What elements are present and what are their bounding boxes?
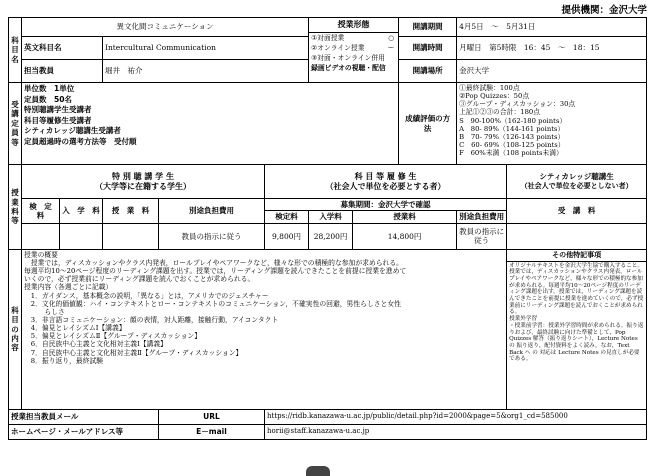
subject-side: 科目名 <box>9 18 22 83</box>
mode-3: ③対面・オンライン併用 <box>311 53 385 62</box>
teacher-label: 担当教員 <box>22 60 103 83</box>
provider: 提供機関：金沢大学 <box>561 5 647 16</box>
eval-5: S 90-100%（162-180 points） <box>459 116 567 125</box>
hp-label: ホームページ・メールアドレス等 <box>9 424 159 439</box>
overview-line: らしさ <box>24 307 65 316</box>
col-entry: 入 学 料 <box>60 199 103 224</box>
en-label: 英文科目名 <box>22 37 103 60</box>
time-label: 開講時間 <box>399 37 457 60</box>
city-fee <box>507 223 647 249</box>
col-city: 受 講 料 <box>507 199 647 224</box>
mode-mark-1: ○ <box>388 34 395 42</box>
special-entry <box>60 223 103 249</box>
period-label: 開講期間 <box>399 18 457 37</box>
eval-6: A 80- 89%（144-161 points） <box>459 124 565 133</box>
mail-label: E－mail <box>159 424 265 439</box>
col-tuition: 授 業 料 <box>103 199 159 224</box>
auditor-other: 教員の指示に従う <box>457 223 507 249</box>
url-value[interactable]: https://ridb.kanazawa-u.ac.jp/public/detail.php?id=2000&page=5&org1_cd=585000 <box>265 409 647 424</box>
eval-cell <box>457 83 647 165</box>
special-tuition <box>103 223 159 249</box>
col-tuition2: 授業料 <box>353 211 457 223</box>
time-value: 月曜日 第5時限 16：45 ～ 18：15 <box>457 37 647 60</box>
auditor-header-title: 科 目 等 履 修 生 <box>354 171 417 181</box>
auditor-header-sub: （社会人で単位を必要とする者） <box>325 181 446 191</box>
credits-4: 科目等履修生受講者 <box>24 115 92 125</box>
mode-mark-4: ー <box>387 43 395 52</box>
mode-2: ②オンライン授業 <box>311 43 365 52</box>
overview-line: 授業の概要 <box>24 250 58 259</box>
teacher-name: 堀井 祐介 <box>103 60 309 83</box>
special-header-sub: （大学等に在籍する学生） <box>95 181 191 191</box>
special-header <box>22 165 265 199</box>
credits-cell <box>22 83 399 165</box>
overview-line: 3．非言語コミュニケーション：顔の表情，対人距離，接触行動，アイコンタクト <box>24 316 279 324</box>
place-label: 開講場所 <box>399 60 457 83</box>
note-line: 授業では，ディスカッションやクラス内発表，ロールプレイやペアワークなど，様々な形での積極的な参加が求められる。毎週平均10～20ページ程度のリーディング課題を出す。授業では，リーディング課題を読んできたことを前提に授業を進めていくので，必ず授業前にリーディング課題を読んでおくことが求められる。 <box>509 269 644 316</box>
url-label: URL <box>159 409 265 424</box>
scroll-tab-icon <box>306 466 330 476</box>
syllabus-table <box>8 17 647 440</box>
auditor-tuition: 14,800円 <box>353 223 457 249</box>
col-exam: 検 定 料 <box>22 199 60 224</box>
col-other: 別途負担費用 <box>159 199 265 224</box>
city-header-title: シティカレッジ聴講生 <box>539 171 614 181</box>
overview-cell <box>22 249 507 409</box>
eval-8: C 60- 69%（108-125 points） <box>459 141 565 150</box>
eval-9: F 60%未満（108 points未満） <box>459 149 563 158</box>
overview-line: 授業では，ディスカッションやクラス内発表，ロールプレイやペアワークなど，様々な形での積極的な参加が求められる。 <box>24 258 403 267</box>
auditor-header <box>265 165 507 199</box>
overview-line: いくので，必ず授業前にリーディング課題を読んでおくことが求められる。 <box>24 275 255 284</box>
credits-6: 定員超過時の選考方法等 受付順 <box>24 136 137 146</box>
auditor-exam: 9,800円 <box>265 223 309 249</box>
overview-line: 6．自民族中心主義と文化相対主義Ⅰ【講義】 <box>24 340 167 349</box>
credits-2: 定員数 50名 <box>24 94 72 104</box>
auditor-entry: 28,200円 <box>309 223 353 249</box>
mode-4: 録画ビデオの視聴・配信 <box>311 63 386 72</box>
body-side: 科目の内容 <box>9 249 22 409</box>
note-line: 授業外学習 <box>509 316 538 323</box>
overview-line: 2．文化的価値観：ハイ・コンテキストとロー・コンテキストのコミュニケーション，不確実性の回避，男性らしさと女性 <box>24 299 401 308</box>
col-exam2: 検定料 <box>265 211 309 223</box>
credits-1: 単位数 1単位 <box>24 84 75 93</box>
notes-header: その他特記事項 <box>507 250 646 262</box>
subject-jp: 異文化間コミュニケーション <box>22 18 309 37</box>
note-line: ・授業前学習：授業外学習時間が求められる。振り返りおよび，最終試験に向けた準備として，Pop Quizzes 解答（振り返りシート），Lecture Notes の 振り返り，配付資料をよく読み，なお，Text Back へ の 対応は Lecture Notes の見直しが必要である。 <box>509 322 644 363</box>
credits-side: 受講定員等 <box>9 83 22 165</box>
mode-label: 授業形態 <box>309 18 398 33</box>
overview-line: 毎週平均10～20ページ程度のリーディング課題を出す。授業では，リーディング課題を読んできたことを前提に授業を進めて <box>24 267 407 276</box>
credits-5: シティカレッジ聴講生受講者 <box>24 126 121 135</box>
eval-1: ①最終試験：100点 <box>459 84 520 92</box>
eval-3: ③グループ・ディスカッション：30点 <box>459 100 576 109</box>
overview-line: 授業内容（各週ごとに記載） <box>24 283 113 292</box>
overview-line: 4．偏見とレイシズムⅠ【講義】 <box>24 324 126 333</box>
email-label: 授業担当教員メール <box>9 409 159 424</box>
period-value: 4月5日 ～ 5月31日 <box>457 18 647 37</box>
mode-cell <box>309 18 399 83</box>
col-other2: 別途負担費用 <box>457 211 507 223</box>
eval-7: B 70- 79%（126-143 points） <box>459 132 565 141</box>
overview-line: 7．自民族中心主義と文化相対主義Ⅱ【グループ・ディスカッション】 <box>24 348 243 357</box>
fee-side: 授業料等 <box>9 165 22 250</box>
eval-label: 成績評価の方 法 <box>399 83 457 165</box>
credits-3: 特別聴講学生受講者 <box>24 105 92 114</box>
overview-line: 8．振り返り，最終試験 <box>24 356 104 365</box>
city-header <box>507 165 647 199</box>
note-line: オリジナルテキストを金沢大学生協で購入すること。 <box>509 262 643 269</box>
col-entry2: 入学料 <box>309 211 353 223</box>
mode-1: ①対面授業 <box>311 34 345 42</box>
en-name: Intercultural Communication <box>103 37 309 60</box>
eval-4: 上記①②③の合計：180点 <box>459 108 541 117</box>
overview-line: 1．ガイダンス，基本概念の説明，「異なる」とは，アメリカでのジェスチャー <box>24 291 269 300</box>
eval-2: ②Pop Quizzes：50点 <box>459 92 530 101</box>
special-other: 教員の指示に従う <box>159 223 265 249</box>
notes-cell <box>507 249 647 409</box>
recruit-note: 募集期間：金沢大学で確認 <box>265 199 507 211</box>
place-value: 金沢大学 <box>457 60 647 83</box>
overview-line: 5．偏見とレイシズムⅡ【グループ・ディスカッション】 <box>24 332 202 341</box>
email-value[interactable]: horii@staff.kanazawa-u.ac.jp <box>265 424 647 439</box>
city-header-sub: （社会人で単位を必要としない者） <box>520 182 633 191</box>
special-exam <box>22 223 60 249</box>
special-header-title: 特 別 聴 講 学 生 <box>112 171 174 181</box>
